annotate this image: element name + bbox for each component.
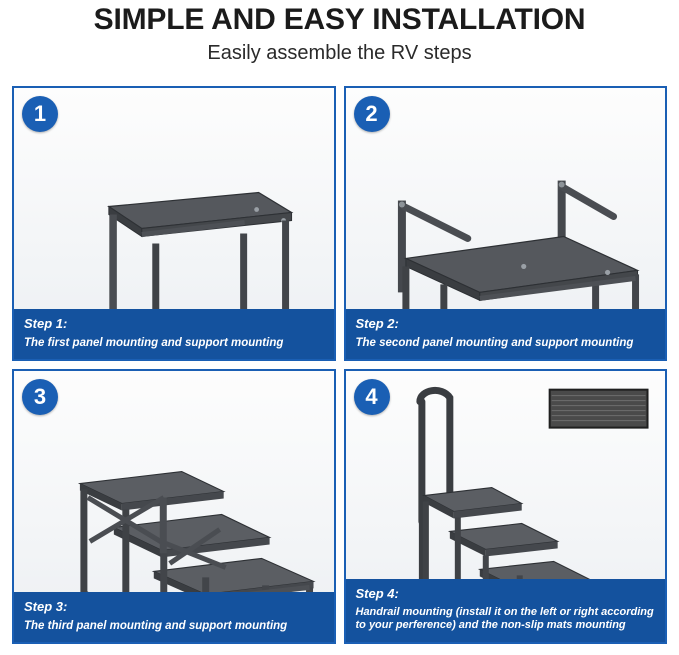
step-4-description: Handrail mounting (install it on the left or right according to your perference) and the non-slip mats mounting [355,605,654,632]
step-number-badge: 4 [354,379,390,415]
step-card-3 [12,369,336,644]
page-subtitle: Easily assemble the RV steps [207,42,472,65]
step-4-caption [346,579,666,642]
step-3-label: Step 3: [24,599,68,615]
header [0,0,679,64]
step-2-description: The second panel mounting and support mounting [355,336,634,349]
step-3-description: The third panel mounting and support mounting [24,619,288,632]
step-1-caption [14,309,334,359]
step-number-badge: 1 [22,96,58,132]
step-number-badge: 3 [22,379,58,415]
step-3-caption [14,592,334,642]
step-1-description: The first panel mounting and support mounting [24,336,284,349]
non-slip-mat-swatch [549,390,647,428]
step-1-label: Step 1: [24,316,68,332]
steps-grid [12,86,667,644]
step-card-1 [12,86,336,361]
step-2-label: Step 2: [355,316,399,332]
step-card-2 [344,86,668,361]
step-2-caption [346,309,666,359]
page-title: SIMPLE AND EASY INSTALLATION [93,3,586,36]
step-4-label: Step 4: [355,586,399,602]
step-number-badge: 2 [354,96,390,132]
step-card-4 [344,369,668,644]
